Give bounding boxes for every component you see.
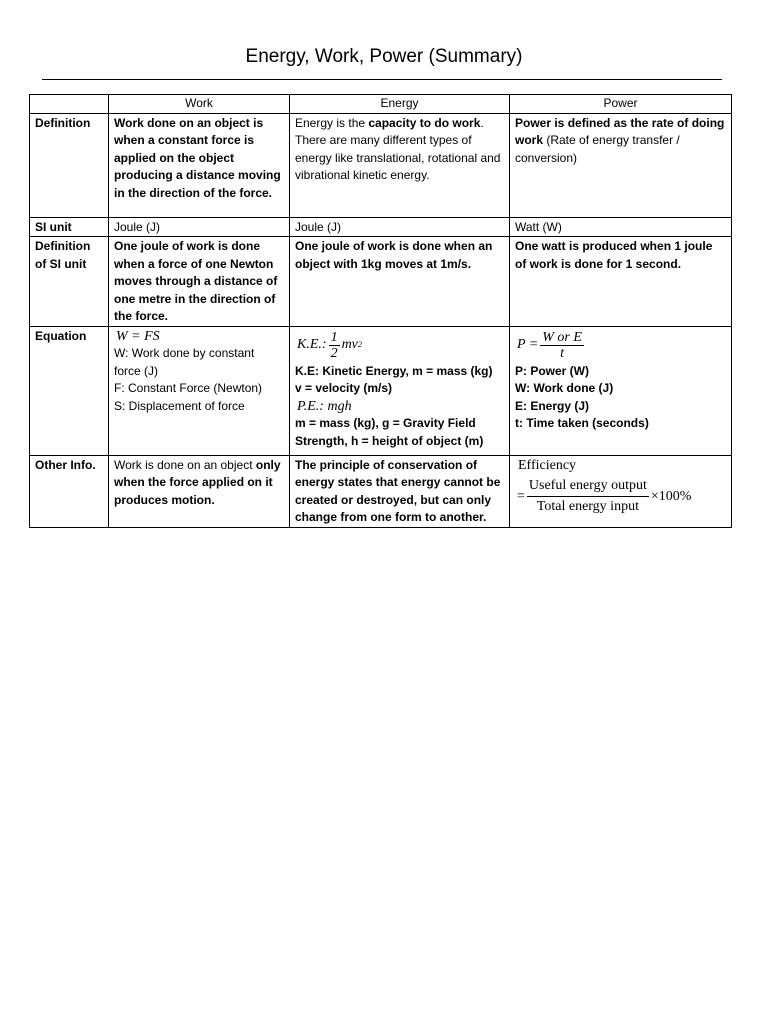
cell-si-unit-energy: Joule (J) <box>290 217 510 237</box>
cell-equation-work <box>109 326 290 455</box>
cell-definition-si-work: One joule of work is done when a force of one Newton moves through a distance of one metre in the direction of the force. <box>109 237 290 327</box>
work-eq-line-1: W: Work done by constant force (J) <box>114 346 255 378</box>
cell-other-work <box>109 455 290 527</box>
cell-equation-energy <box>290 326 510 455</box>
efficiency-eq-sign: = <box>517 488 525 504</box>
energy-eq-line-3: m = mass (kg), g = Gravity Field Strength, h = height of object (m) <box>295 416 484 448</box>
work-equation: W = FS <box>116 328 160 344</box>
definition-energy-t1: Energy is the <box>295 115 369 130</box>
efficiency-num: Useful energy output <box>527 476 649 497</box>
cell-definition-si-power: One watt is produced when 1 joule of work is done for 1 second. <box>510 237 732 327</box>
cell-definition-energy <box>290 113 510 217</box>
cell-other-energy: The principle of conservation of energy states that energy cannot be created or destroyed, but can only change from one form to another. <box>290 455 510 527</box>
power-den: t <box>560 345 565 361</box>
row-definition <box>30 113 732 217</box>
efficiency-multiplier: ×100% <box>650 488 692 504</box>
header-work: Work <box>109 95 290 114</box>
kinetic-energy-equation <box>297 330 504 361</box>
row-label-definition: Definition <box>30 113 109 217</box>
row-label-other-info: Other Info. <box>30 455 109 527</box>
power-fraction <box>540 330 584 361</box>
cell-definition-power <box>510 113 732 217</box>
ke-den: 2 <box>330 345 338 361</box>
ke-rhs: mv <box>341 337 358 353</box>
efficiency-label: Efficiency <box>518 457 577 473</box>
power-eq-line-4: t: Time taken (seconds) <box>515 416 649 430</box>
title-divider <box>42 79 722 80</box>
power-eq-line-2: W: Work done (J) <box>515 381 614 395</box>
definition-energy-t2: capacity to do work <box>368 115 481 130</box>
efficiency-fraction <box>527 476 649 517</box>
potential-energy-equation: P.E.: mgh <box>297 398 352 414</box>
power-equation <box>517 330 726 361</box>
power-lhs: P = <box>517 337 539 353</box>
row-label-equation: Equation <box>30 326 109 455</box>
cell-definition-work <box>109 113 290 217</box>
row-label-si-unit: SI unit <box>30 217 109 237</box>
header-row <box>30 95 732 114</box>
energy-eq-line-2: v = velocity (m/s) <box>295 381 393 395</box>
energy-eq-line-1: K.E: Kinetic Energy, m = mass (kg) <box>295 363 493 378</box>
definition-work-text: Work done on an object is when a constant force is applied on the object producing a distance moving in the direction of the force. <box>114 115 281 200</box>
work-eq-line-2: F: Constant Force (Newton) <box>114 381 263 395</box>
efficiency-equation <box>517 476 726 517</box>
cell-other-power <box>510 455 732 527</box>
cell-si-unit-power: Watt (W) <box>510 217 732 237</box>
definition-power-t1: Power is defined as the rate of doing work <box>515 115 725 147</box>
power-eq-line-3: E: Energy (J) <box>515 398 590 413</box>
ke-fraction <box>329 330 340 361</box>
other-work-t2: only when the force applied on it produces motion. <box>114 457 281 507</box>
ke-num: 1 <box>330 329 338 345</box>
header-energy: Energy <box>290 95 510 114</box>
power-eq-line-1: P: Power (W) <box>515 363 589 378</box>
ke-exponent: 2 <box>357 340 362 350</box>
row-label-definition-si: Definition of SI unit <box>30 237 109 327</box>
efficiency-den: Total energy input <box>536 499 639 514</box>
cell-si-unit-work: Joule (J) <box>109 217 290 237</box>
row-definition-si <box>30 237 732 327</box>
definition-power-t2: (Rate of energy transfer / conversion) <box>515 133 680 165</box>
row-si-unit <box>30 217 732 237</box>
row-other-info <box>30 455 732 527</box>
other-work-t1: Work is done on an object <box>114 457 256 472</box>
page-title: Energy, Work, Power (Summary) <box>245 46 523 67</box>
summary-table <box>29 94 732 528</box>
header-power: Power <box>510 95 732 114</box>
cell-definition-si-energy: One joule of work is done when an object with 1kg moves at 1m/s. <box>290 237 510 327</box>
ke-lhs: K.E.: <box>297 337 327 353</box>
cell-equation-power <box>510 326 732 455</box>
work-eq-line-3: S: Displacement of force <box>114 398 245 413</box>
definition-energy-t3: . There are many different types of energy like translational, rotational and vibrational kinetic energy. <box>295 115 501 182</box>
power-num: W or E <box>542 329 582 345</box>
header-empty <box>30 95 109 114</box>
row-equation <box>30 326 732 455</box>
